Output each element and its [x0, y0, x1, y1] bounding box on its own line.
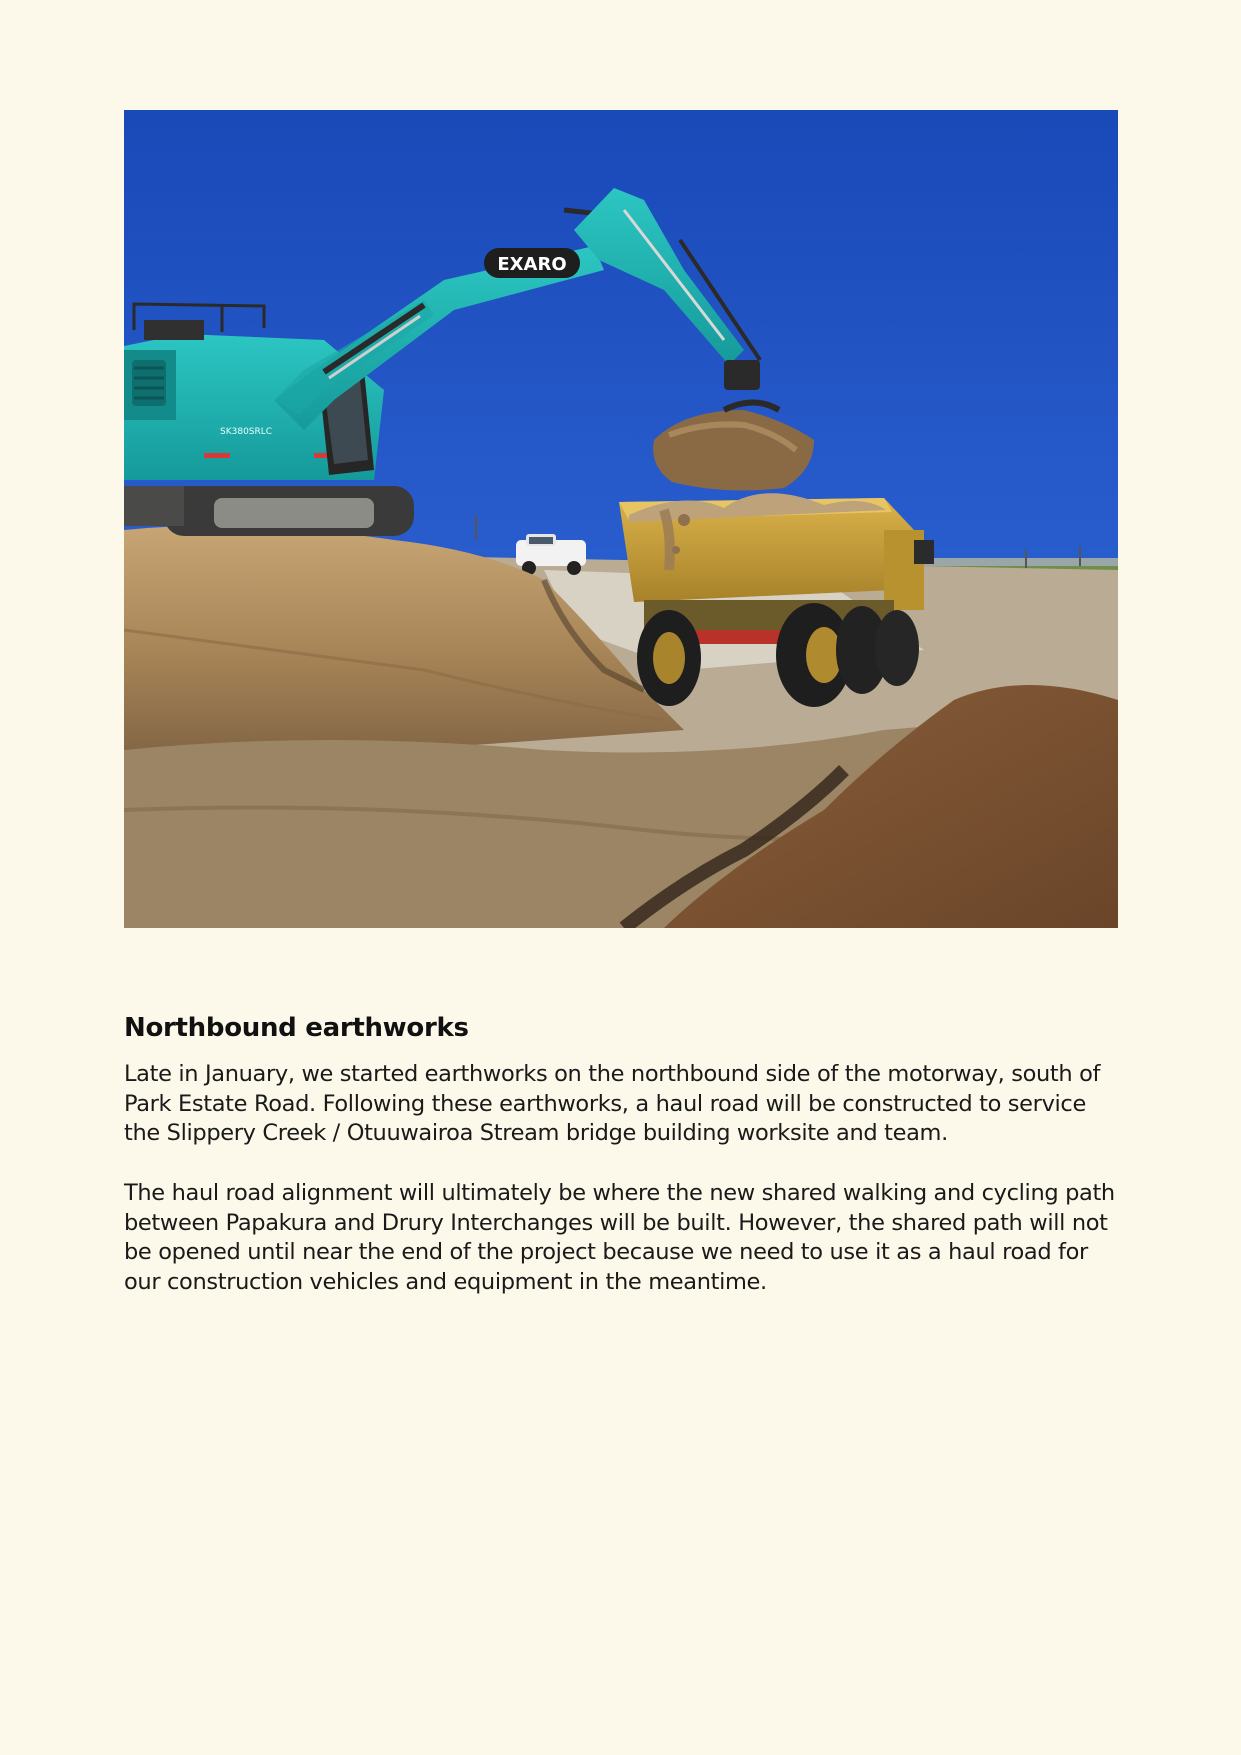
excavator-loading-dump-truck-image [124, 110, 1118, 928]
model-badge: SK380SRLC [220, 427, 273, 437]
article-heading: Northbound earthworks [124, 1013, 469, 1043]
construction-photo [124, 110, 1118, 928]
article-paragraph-2: The haul road alignment will ultimately be where the new shared walking and cycling path between Papakura and Drury Interchanges will be built. However, the shared path will not be opened until near the end of the project because we need to use it as a haul road for our construction vehicles and equipment in the meantime. [124, 1180, 1115, 1295]
svg-text:EXARO: EXARO [497, 254, 567, 275]
article-paragraph-1: Late in January, we started earthworks on the northbound side of the motorway, south of Park Estate Road. Following these earthworks, a haul road will be constructed to service the Slippery Creek / Otuuwairoa Stream bridge building worksite and team. [124, 1061, 1101, 1147]
brand-logo [484, 248, 580, 278]
